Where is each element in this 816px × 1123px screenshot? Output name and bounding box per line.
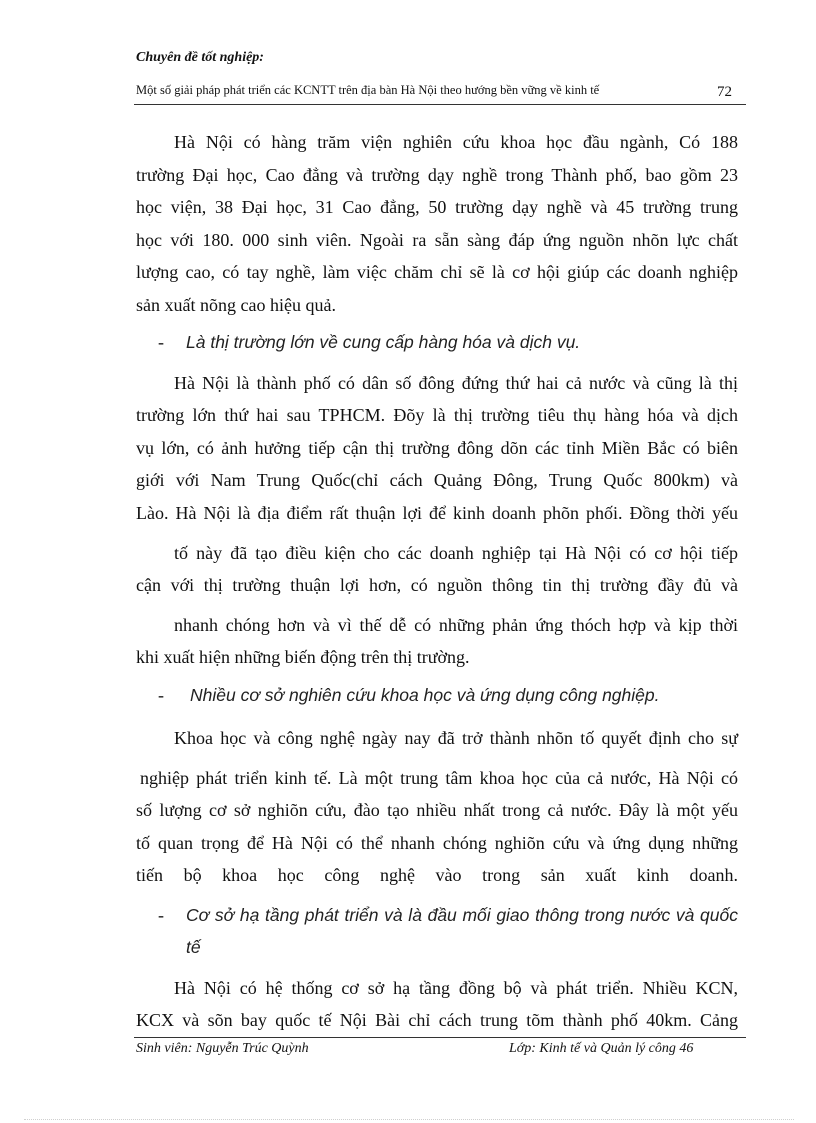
body-line: Hà Nội có hệ thống cơ sở hạ tầng đồng bộ và phát triển. Nhiều KCN, <box>174 978 738 998</box>
body-line: Lào. Hà Nội là địa điểm rất thuận lợi để kinh doanh phõn phối. Đồng thời yếu <box>136 503 738 523</box>
bullet-marker: - <box>158 332 164 352</box>
bullet-marker: - <box>158 685 164 705</box>
footer-student: Sinh viên: Nguyễn Trúc Quỳnh <box>136 1041 309 1056</box>
bullet-marker: - <box>158 905 164 925</box>
body-line: nghiệp phát triển kinh tế. Là một trung tâm khoa học của cả nước, Hà Nội có <box>140 768 738 788</box>
body-line: Hà Nội có hàng trăm viện nghiên cứu khoa học đầu ngành, Có 188 <box>174 132 738 152</box>
body-line: trường lớn thứ hai sau TPHCM. Đõy là thị trường tiêu thụ hàng hóa và dịch <box>136 405 738 425</box>
body-line: nhanh chóng hơn và vì thế dễ có những phản ứng thóch hợp và kịp thời <box>174 615 738 635</box>
body-line: Hà Nội là thành phố có dân số đông đứng thứ hai cả nước và cũng là thị <box>174 373 738 393</box>
body-line: vụ lớn, có ảnh hưởng tiếp cận thị trường đông dõn các tỉnh Miền Bắc có biên <box>136 438 738 458</box>
bullet-heading: Cơ sở hạ tầng phát triển và là đầu mối giao thông trong nước và quốc <box>186 905 738 925</box>
body-line: khi xuất hiện những biến động trên thị trường. <box>136 647 470 667</box>
body-line: số lượng cơ sở nghiõn cứu, đào tạo nhiều nhất trong cả nước. Đây là một yếu <box>136 800 738 820</box>
body-line: lượng cao, có tay nghề, làm việc chăm chỉ sẽ là cơ hội giúp các doanh nghiệp <box>136 262 738 282</box>
bullet-heading: Nhiều cơ sở nghiên cứu khoa học và ứng dụng công nghiệp. <box>190 685 660 705</box>
bullet-heading: Là thị trường lớn về cung cấp hàng hóa và dịch vụ. <box>186 332 581 352</box>
page-number: 72 <box>717 84 732 100</box>
body-line: giới với Nam Trung Quốc(chỉ cách Quảng Đông, Trung Quốc 800km) và <box>136 470 738 490</box>
header-rule <box>134 104 746 105</box>
body-line: tố này đã tạo điều kiện cho các doanh nghiệp tại Hà Nội có cơ hội tiếp <box>174 543 738 563</box>
body-line: học với 180. 000 sinh viên. Ngoài ra sẵn sàng đáp ứng nguồn nhõn lực chất <box>136 230 738 250</box>
body-line: KCX và sõn bay quốc tế Nội Bài chỉ cách trung tõm thành phố 40km. Cảng <box>136 1010 738 1030</box>
body-line: cận với thị trường thuận lợi hơn, có nguồn thông tin thị trường đầy đủ và <box>136 575 738 595</box>
body-line: sản xuất nõng cao hiệu quả. <box>136 295 336 315</box>
header-title: Chuyên đề tốt nghiệp: <box>136 50 264 65</box>
body-line: trường Đại học, Cao đẳng và trường dạy nghề trong Thành phố, bao gồm 23 <box>136 165 738 185</box>
bullet-heading-continued: tế <box>186 937 201 957</box>
footer-class: Lớp: Kinh tế và Quản lý công 46 <box>509 1041 694 1056</box>
body-line: tố quan trọng để Hà Nội có thể nhanh chóng nghiõn cứu và ứng dụng những <box>136 833 738 853</box>
header-subtitle: Một số giải pháp phát triển các KCNTT trên địa bàn Hà Nội theo hướng bền vững về kinh tế <box>136 83 600 97</box>
page-bottom-border <box>24 1119 794 1120</box>
body-line: Khoa học và công nghệ ngày nay đã trở thành nhõn tố quyết định cho sự <box>174 728 738 748</box>
body-line: học viện, 38 Đại học, 31 Cao đẳng, 50 trường dạy nghề và 45 trường trung <box>136 197 738 217</box>
body-line: tiến bộ khoa học công nghệ vào trong sản xuất kinh doanh. <box>136 865 738 885</box>
footer-rule <box>134 1037 746 1038</box>
